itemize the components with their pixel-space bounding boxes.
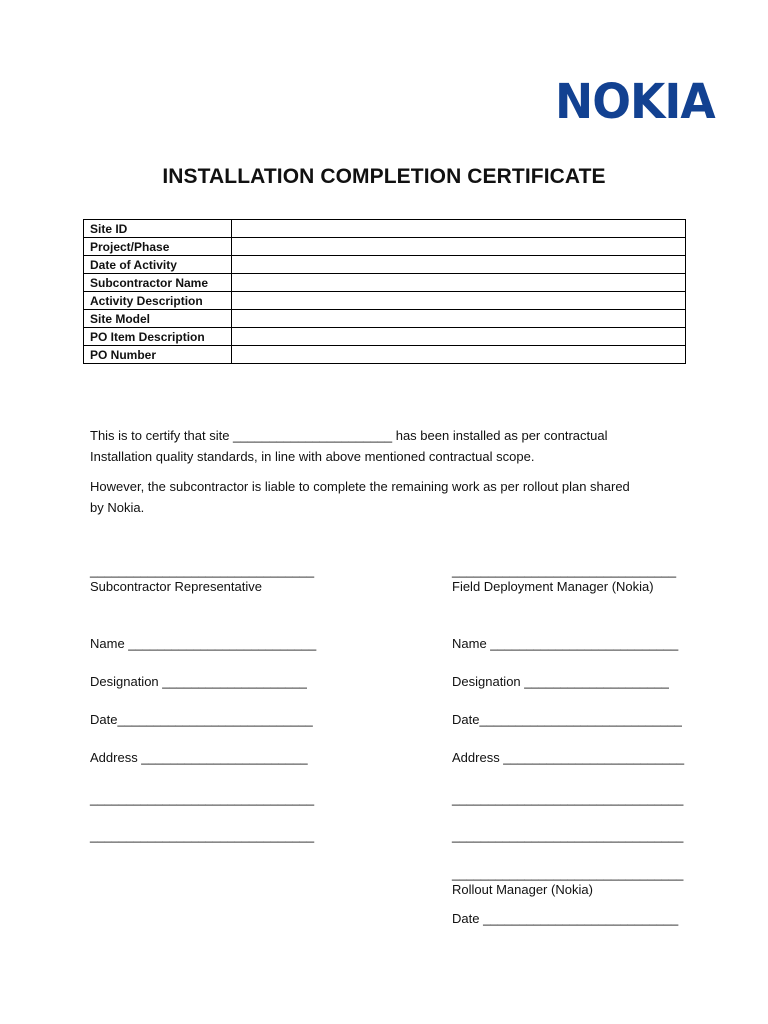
certification-line-2: Installation quality standards, in line with above mentioned contractual scope. bbox=[90, 449, 535, 464]
table-row-activity-description bbox=[84, 292, 686, 310]
certification-paragraph bbox=[90, 425, 607, 467]
fdm-address-line-3[interactable]: ________________________________ bbox=[452, 828, 684, 843]
nokia-logo: NOKIA bbox=[555, 74, 715, 130]
label-po-number: PO Number bbox=[84, 346, 232, 364]
value-project-phase[interactable] bbox=[232, 238, 686, 256]
table-row-site-id bbox=[84, 220, 686, 238]
value-po-item-description[interactable] bbox=[232, 328, 686, 346]
table-row-subcontractor-name bbox=[84, 274, 686, 292]
subcontractor-address-line-2[interactable]: _______________________________ bbox=[90, 791, 315, 806]
label-site-model: Site Model bbox=[84, 310, 232, 328]
subcontractor-signature-line[interactable]: _______________________________ bbox=[90, 563, 315, 578]
value-po-number[interactable] bbox=[232, 346, 686, 364]
subcontractor-address-line-3[interactable]: _______________________________ bbox=[90, 828, 315, 843]
info-table bbox=[83, 219, 686, 364]
fdm-signature-line[interactable]: _______________________________ bbox=[452, 563, 677, 578]
liability-paragraph bbox=[90, 476, 630, 518]
table-row-po-number bbox=[84, 346, 686, 364]
subcontractor-address-field[interactable]: Address _______________________ bbox=[90, 750, 308, 765]
table-row-project-phase bbox=[84, 238, 686, 256]
table-row-date-of-activity bbox=[84, 256, 686, 274]
fdm-address-field[interactable]: Address _________________________ bbox=[452, 750, 685, 765]
value-subcontractor-name[interactable] bbox=[232, 274, 686, 292]
label-project-phase: Project/Phase bbox=[84, 238, 232, 256]
table-row-po-item-description bbox=[84, 328, 686, 346]
label-activity-description: Activity Description bbox=[84, 292, 232, 310]
table-row-site-model bbox=[84, 310, 686, 328]
subcontractor-role-label: Subcontractor Representative bbox=[90, 579, 262, 594]
fdm-designation-field[interactable]: Designation ____________________ bbox=[452, 674, 669, 689]
value-site-model[interactable] bbox=[232, 310, 686, 328]
fdm-date-field[interactable]: Date____________________________ bbox=[452, 712, 682, 727]
subcontractor-date-field[interactable]: Date___________________________ bbox=[90, 712, 313, 727]
label-po-item-description: PO Item Description bbox=[84, 328, 232, 346]
label-date-of-activity: Date of Activity bbox=[84, 256, 232, 274]
label-subcontractor-name: Subcontractor Name bbox=[84, 274, 232, 292]
fdm-address-line-2[interactable]: ________________________________ bbox=[452, 791, 684, 806]
rollout-role-label: Rollout Manager (Nokia) bbox=[452, 882, 593, 897]
value-activity-description[interactable] bbox=[232, 292, 686, 310]
document-title: INSTALLATION COMPLETION CERTIFICATE bbox=[162, 165, 606, 188]
subcontractor-designation-field[interactable]: Designation ____________________ bbox=[90, 674, 307, 689]
liability-line-1: However, the subcontractor is liable to complete the remaining work as per rollout plan shared bbox=[90, 479, 630, 494]
fdm-name-field[interactable]: Name __________________________ bbox=[452, 636, 679, 651]
liability-line-2: by Nokia. bbox=[90, 500, 145, 515]
rollout-date-field[interactable]: Date ___________________________ bbox=[452, 911, 679, 926]
certification-line-1: This is to certify that site ______________________ has been installed as per contractual bbox=[90, 428, 608, 443]
subcontractor-name-field[interactable]: Name __________________________ bbox=[90, 636, 317, 651]
value-site-id[interactable] bbox=[232, 220, 686, 238]
label-site-id: Site ID bbox=[84, 220, 232, 238]
fdm-role-label: Field Deployment Manager (Nokia) bbox=[452, 579, 654, 594]
rollout-signature-line[interactable]: ________________________________ bbox=[452, 866, 684, 881]
value-date-of-activity[interactable] bbox=[232, 256, 686, 274]
